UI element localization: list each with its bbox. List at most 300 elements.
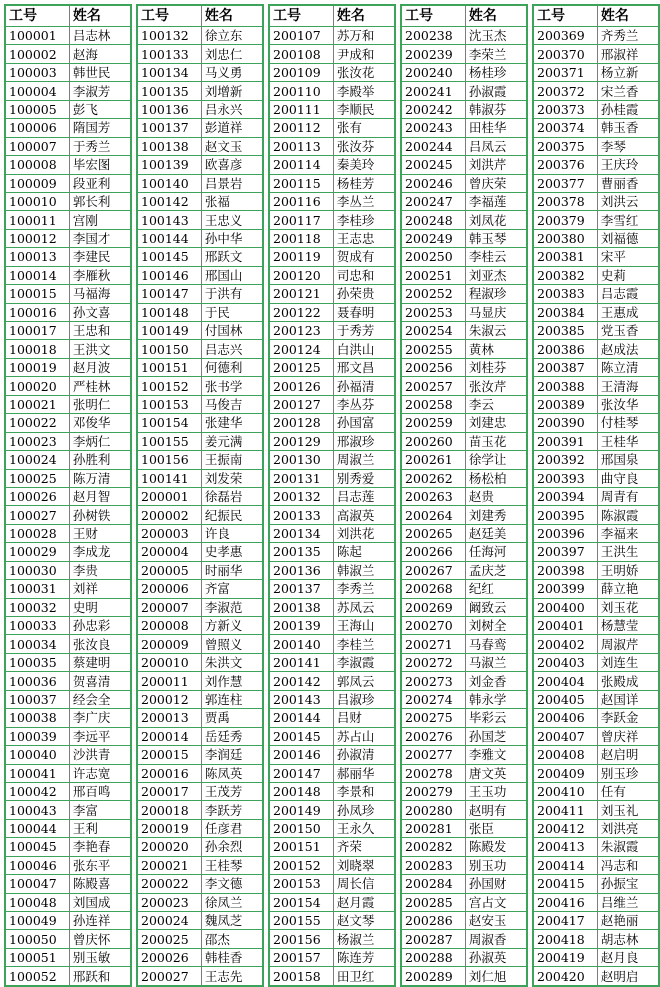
column-header-id: 工号 [269,5,333,27]
table-row [533,377,659,395]
employee-id-cell: 200369 [533,27,597,45]
employee-id-cell: 100039 [5,727,69,745]
employee-id-cell: 100037 [5,690,69,708]
employee-id-cell: 200273 [401,672,465,690]
employee-name-cell: 孙胜利 [69,451,131,469]
table-row [533,174,659,192]
roster-block-4 [400,4,528,987]
table-row [401,653,527,671]
table-row [137,653,263,671]
table-row [5,377,131,395]
employee-name-cell: 韩桂香 [201,948,263,966]
employee-name-cell: 郭凤云 [333,672,395,690]
employee-name-cell: 张臣 [465,819,527,837]
table-row [269,100,395,118]
table-row [5,45,131,63]
employee-name-cell: 李桂云 [465,248,527,266]
employee-name-cell: 李润廷 [201,746,263,764]
employee-id-cell: 200153 [269,875,333,893]
employee-id-cell: 200005 [137,561,201,579]
table-row [5,617,131,635]
employee-name-cell: 马淑兰 [465,653,527,671]
employee-id-cell: 200126 [269,377,333,395]
employee-id-cell: 200010 [137,653,201,671]
table-row [401,838,527,856]
employee-id-cell: 200108 [269,45,333,63]
employee-name-cell: 张汝华 [597,395,659,413]
employee-id-cell: 200157 [269,948,333,966]
table-row [269,801,395,819]
employee-id-cell: 200158 [269,967,333,986]
employee-id-cell: 200411 [533,801,597,819]
employee-name-cell: 许志宽 [69,764,131,782]
table-row [5,395,131,413]
employee-name-cell: 李顺民 [333,100,395,118]
employee-id-cell: 200376 [533,156,597,174]
table-row [533,543,659,561]
table-row [401,469,527,487]
employee-id-cell: 200243 [401,119,465,137]
table-row [533,82,659,100]
employee-id-cell: 200281 [401,819,465,837]
employee-id-cell: 200115 [269,174,333,192]
employee-id-cell: 200406 [533,709,597,727]
employee-id-cell: 200009 [137,635,201,653]
employee-name-cell: 吕维兰 [597,893,659,911]
employee-id-cell: 100150 [137,340,201,358]
employee-name-cell: 马春鸾 [465,635,527,653]
table-row [269,838,395,856]
employee-name-cell: 何德利 [201,358,263,376]
employee-name-cell: 韩世民 [69,63,131,81]
table-row [5,469,131,487]
employee-name-cell: 欧喜彦 [201,156,263,174]
employee-id-cell: 200395 [533,506,597,524]
employee-id-cell: 200286 [401,912,465,930]
employee-name-cell: 邢淑祥 [597,45,659,63]
employee-name-cell: 宫刚 [69,211,131,229]
employee-id-cell: 200402 [533,635,597,653]
employee-name-cell: 邢跃和 [69,967,131,986]
employee-id-cell: 200138 [269,598,333,616]
column-header-name: 姓名 [465,5,527,27]
employee-id-cell: 200270 [401,617,465,635]
employee-id-cell: 100141 [137,469,201,487]
employee-id-cell: 200002 [137,506,201,524]
employee-id-cell: 200024 [137,912,201,930]
employee-name-cell: 赵月智 [69,487,131,505]
employee-name-cell: 蔡建明 [69,653,131,671]
employee-name-cell: 贾禹 [201,709,263,727]
employee-name-cell: 赵明有 [465,801,527,819]
employee-id-cell: 100017 [5,322,69,340]
table-row [5,967,131,986]
employee-name-cell: 贺喜清 [69,672,131,690]
employee-id-cell: 100147 [137,285,201,303]
employee-id-cell: 200372 [533,82,597,100]
table-row [5,192,131,210]
table-row [5,746,131,764]
table-row [269,653,395,671]
table-row [5,819,131,837]
table-row [5,211,131,229]
employee-name-cell: 韩玉香 [597,119,659,137]
employee-id-cell: 100025 [5,469,69,487]
employee-name-cell: 杨松柏 [465,469,527,487]
table-row [533,838,659,856]
employee-name-cell: 王海山 [333,617,395,635]
table-row [401,432,527,450]
employee-id-cell: 200247 [401,192,465,210]
employee-name-cell: 李贵 [69,561,131,579]
table-row [137,469,263,487]
table-row [137,856,263,874]
employee-name-cell: 韩永学 [465,690,527,708]
employee-id-cell: 200413 [533,838,597,856]
employee-name-cell: 李秀兰 [333,580,395,598]
employee-name-cell: 周淑芹 [597,635,659,653]
employee-id-cell: 200399 [533,580,597,598]
employee-id-cell: 100144 [137,229,201,247]
table-row [269,395,395,413]
employee-id-cell: 200396 [533,524,597,542]
employee-name-cell: 李跃芳 [201,801,263,819]
employee-id-cell: 200109 [269,63,333,81]
employee-id-cell: 200375 [533,137,597,155]
table-row [533,45,659,63]
employee-name-cell: 赵月霞 [333,893,395,911]
employee-id-cell: 200398 [533,561,597,579]
table-row [401,524,527,542]
employee-id-cell: 100155 [137,432,201,450]
table-row [533,303,659,321]
table-row [533,819,659,837]
table-row [533,672,659,690]
employee-name-cell: 刘洪芹 [465,156,527,174]
table-row [5,635,131,653]
table-row [269,617,395,635]
table-row [137,727,263,745]
table-row [137,285,263,303]
employee-id-cell: 100018 [5,340,69,358]
employee-id-cell: 200279 [401,782,465,800]
table-row [269,875,395,893]
employee-name-cell: 孙树铁 [69,506,131,524]
employee-name-cell: 沙洪青 [69,746,131,764]
employee-id-cell: 200020 [137,838,201,856]
employee-name-cell: 周淑香 [465,930,527,948]
employee-id-cell: 200289 [401,967,465,986]
employee-name-cell: 王财 [69,524,131,542]
employee-id-cell: 200378 [533,192,597,210]
employee-name-cell: 孙振宝 [597,875,659,893]
employee-name-cell: 赵月良 [597,948,659,966]
employee-name-cell: 毕彩云 [465,709,527,727]
employee-id-cell: 100010 [5,192,69,210]
employee-name-cell: 史明 [69,598,131,616]
employee-name-cell: 曹丽香 [597,174,659,192]
employee-name-cell: 李雪红 [597,211,659,229]
employee-id-cell: 200013 [137,709,201,727]
employee-name-cell: 陈殿发 [465,838,527,856]
table-row [137,45,263,63]
table-row [269,229,395,247]
column-header-id: 工号 [137,5,201,27]
employee-id-cell: 200134 [269,524,333,542]
employee-id-cell: 200249 [401,229,465,247]
employee-name-cell: 吕志霞 [597,285,659,303]
employee-id-cell: 100145 [137,248,201,266]
employee-name-cell: 王洪生 [597,543,659,561]
employee-id-cell: 100014 [5,266,69,284]
table-row [137,506,263,524]
employee-id-cell: 200152 [269,856,333,874]
table-row [269,819,395,837]
employee-name-cell: 别玉珍 [597,764,659,782]
column-header-id: 工号 [401,5,465,27]
table-row [401,211,527,229]
table-row [137,377,263,395]
employee-id-cell: 200026 [137,948,201,966]
employee-name-cell: 孙桂霞 [597,100,659,118]
employee-name-cell: 李淑霞 [333,653,395,671]
employee-name-cell: 周长信 [333,875,395,893]
employee-name-cell: 韩玉琴 [465,229,527,247]
employee-id-cell: 100148 [137,303,201,321]
table-row [533,100,659,118]
employee-id-cell: 200241 [401,82,465,100]
employee-id-cell: 100051 [5,948,69,966]
table-row [401,598,527,616]
employee-name-cell: 许良 [201,524,263,542]
employee-name-cell: 任有 [597,782,659,800]
table-row [533,782,659,800]
employee-name-cell: 王庆玲 [597,156,659,174]
employee-name-cell: 齐秀兰 [597,27,659,45]
table-row [5,875,131,893]
employee-id-cell: 200251 [401,266,465,284]
employee-name-cell: 岳廷秀 [201,727,263,745]
employee-name-cell: 宋兰香 [597,82,659,100]
table-row [269,27,395,45]
employee-name-cell: 韩淑芬 [465,100,527,118]
employee-id-cell: 100008 [5,156,69,174]
table-row [269,727,395,745]
table-row [401,764,527,782]
employee-id-cell: 200252 [401,285,465,303]
table-row [5,100,131,118]
employee-id-cell: 200129 [269,432,333,450]
table-row [5,948,131,966]
employee-name-cell: 徐立东 [201,27,263,45]
employee-id-cell: 100004 [5,82,69,100]
employee-id-cell: 100153 [137,395,201,413]
table-row [533,285,659,303]
table-row [401,395,527,413]
employee-id-cell: 200284 [401,875,465,893]
employee-id-cell: 200287 [401,930,465,948]
table-row [5,27,131,45]
employee-name-cell: 刘洪花 [333,524,395,542]
employee-name-cell: 朱淑霞 [597,838,659,856]
table-row [269,635,395,653]
employee-id-cell: 200280 [401,801,465,819]
employee-id-cell: 100151 [137,358,201,376]
employee-id-cell: 100132 [137,27,201,45]
employee-id-cell: 200278 [401,764,465,782]
table-row [401,174,527,192]
employee-id-cell: 100002 [5,45,69,63]
table-row [533,912,659,930]
employee-id-cell: 200008 [137,617,201,635]
employee-id-cell: 200006 [137,580,201,598]
table-row [269,930,395,948]
employee-name-cell: 于洪有 [201,285,263,303]
employee-name-cell: 严桂林 [69,377,131,395]
table-row [137,617,263,635]
employee-name-cell: 周青有 [597,487,659,505]
employee-id-cell: 200147 [269,764,333,782]
employee-name-cell: 曲守良 [597,469,659,487]
employee-name-cell: 刘连生 [597,653,659,671]
roster-block-2 [136,4,264,987]
table-row [269,45,395,63]
table-row [137,801,263,819]
employee-name-cell: 于秀兰 [69,137,131,155]
table-row [5,598,131,616]
employee-id-cell: 200382 [533,266,597,284]
employee-id-cell: 200141 [269,653,333,671]
table-row [137,395,263,413]
employee-id-cell: 100022 [5,414,69,432]
table-row [5,912,131,930]
employee-name-cell: 王明娇 [597,561,659,579]
employee-id-cell: 100044 [5,819,69,837]
employee-id-cell: 200122 [269,303,333,321]
table-row [137,709,263,727]
employee-name-cell: 毕宏图 [69,156,131,174]
table-row [533,856,659,874]
employee-id-cell: 100138 [137,137,201,155]
table-row [269,192,395,210]
table-row [269,432,395,450]
employee-id-cell: 200264 [401,506,465,524]
employee-name-cell: 李云 [465,395,527,413]
employee-name-cell: 付国林 [201,322,263,340]
employee-id-cell: 200137 [269,580,333,598]
table-row [269,451,395,469]
employee-id-cell: 200015 [137,746,201,764]
employee-id-cell: 200022 [137,875,201,893]
table-row [401,248,527,266]
employee-name-cell: 王清海 [597,377,659,395]
employee-name-cell: 刘增新 [201,82,263,100]
employee-name-cell: 赵国详 [597,690,659,708]
employee-name-cell: 王忠和 [69,322,131,340]
employee-id-cell: 200246 [401,174,465,192]
employee-name-cell: 李炳仁 [69,432,131,450]
table-row [401,727,527,745]
employee-id-cell: 100133 [137,45,201,63]
employee-name-cell: 张建华 [201,414,263,432]
table-row [269,211,395,229]
table-row [533,727,659,745]
employee-id-cell: 100047 [5,875,69,893]
table-row [137,782,263,800]
employee-name-cell: 方新义 [201,617,263,635]
table-row [137,248,263,266]
table-row [269,119,395,137]
table-row [533,322,659,340]
employee-id-cell: 200401 [533,617,597,635]
employee-name-cell: 姜元满 [201,432,263,450]
employee-name-cell: 刘发荣 [201,469,263,487]
employee-id-cell: 200383 [533,285,597,303]
employee-name-cell: 张明仁 [69,395,131,413]
employee-id-cell: 200381 [533,248,597,266]
employee-name-cell: 徐磊岩 [201,487,263,505]
employee-name-cell: 马义勇 [201,63,263,81]
table-row [401,635,527,653]
employee-id-cell: 200117 [269,211,333,229]
employee-id-cell: 200125 [269,358,333,376]
table-row [5,358,131,376]
table-row [137,524,263,542]
employee-id-cell: 200238 [401,27,465,45]
table-row [5,229,131,247]
employee-name-cell: 陈凤英 [201,764,263,782]
column-header-name: 姓名 [597,5,659,27]
employee-name-cell: 冯志和 [597,856,659,874]
employee-name-cell: 陈万清 [69,469,131,487]
employee-name-cell: 孙忠彩 [69,617,131,635]
table-row [401,561,527,579]
employee-name-cell: 吕志莲 [333,487,395,505]
employee-id-cell: 200393 [533,469,597,487]
table-row [533,27,659,45]
table-row [533,967,659,986]
employee-name-cell: 孙国芝 [465,727,527,745]
employee-name-cell: 赵明启 [597,967,659,986]
employee-id-cell: 200110 [269,82,333,100]
employee-name-cell: 邢百鸣 [69,782,131,800]
employee-id-cell: 100041 [5,764,69,782]
employee-name-cell: 尹成和 [333,45,395,63]
employee-id-cell: 200120 [269,266,333,284]
table-row [533,63,659,81]
employee-name-cell: 张汝芹 [465,377,527,395]
employee-name-cell: 邢文昌 [333,358,395,376]
table-row [5,156,131,174]
table-row [137,27,263,45]
column-header-name: 姓名 [333,5,395,27]
table-row [137,358,263,376]
employee-id-cell: 200142 [269,672,333,690]
table-row [137,948,263,966]
employee-id-cell: 100001 [5,27,69,45]
table-row [137,819,263,837]
employee-id-cell: 200258 [401,395,465,413]
table-row [401,100,527,118]
table-row [533,487,659,505]
employee-name-cell: 陈立清 [597,358,659,376]
table-row [137,63,263,81]
employee-name-cell: 杨淑兰 [333,930,395,948]
table-row [269,690,395,708]
employee-name-cell: 史莉 [597,266,659,284]
employee-id-cell: 200248 [401,211,465,229]
employee-name-cell: 陈起 [333,543,395,561]
